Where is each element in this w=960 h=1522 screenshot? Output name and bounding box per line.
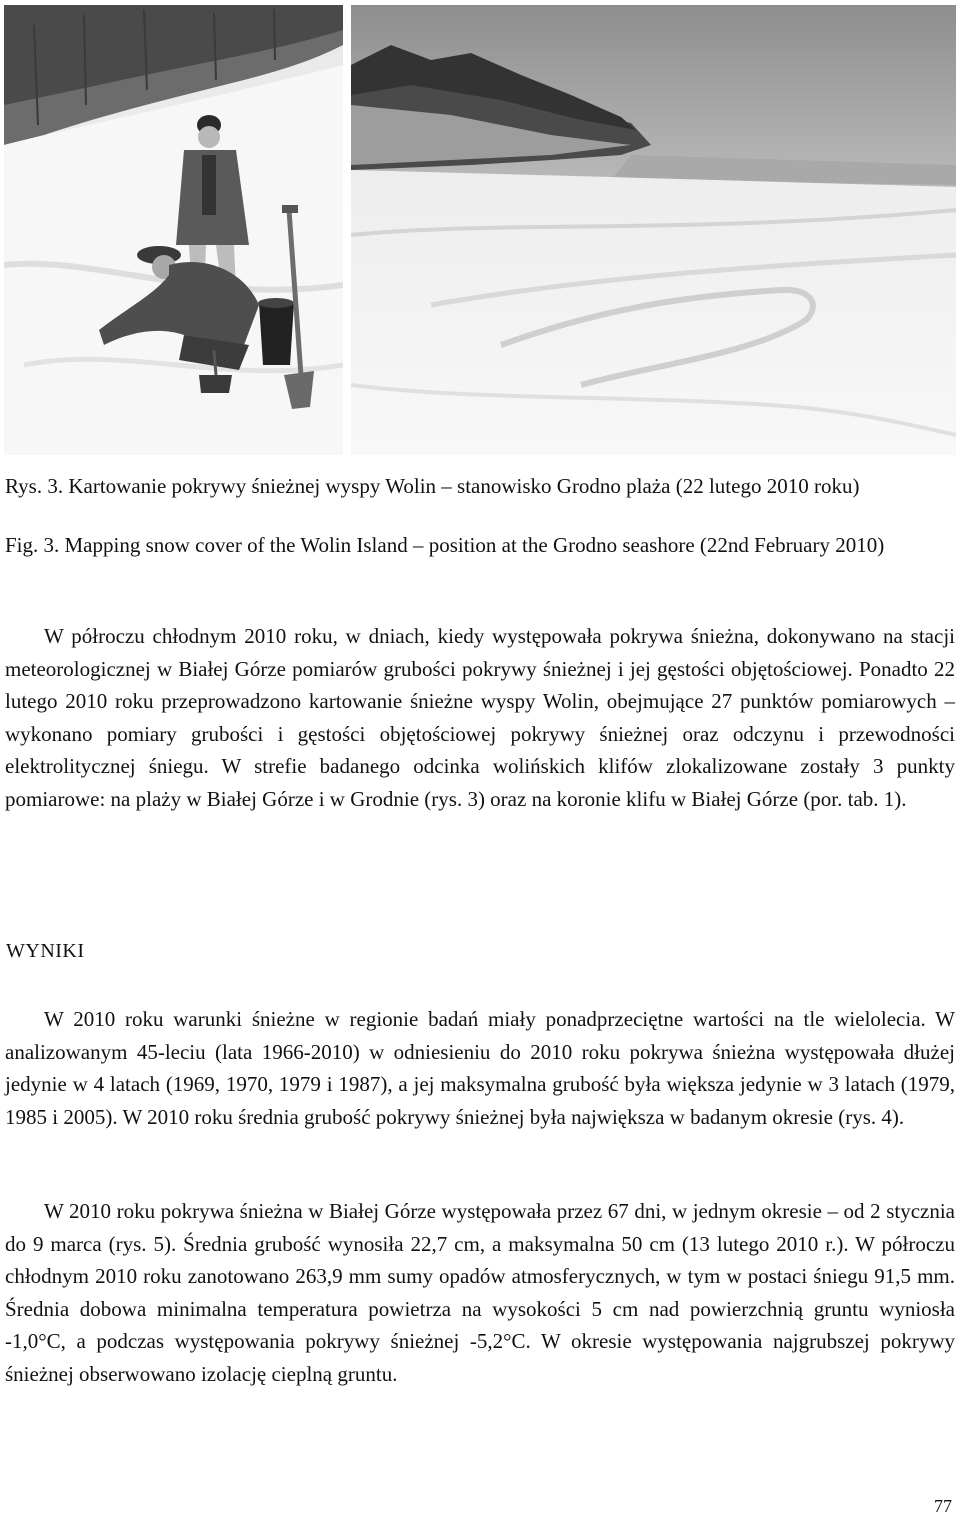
body-paragraph-3: W 2010 roku pokrywa śnieżna w Białej Górze występowała przez 67 dni, w jednym okresie – od 2 stycznia do 9 marca (rys. 5). Średnia grubość wynosiła 22,7 cm, a maksymalna 50 cm (13 lutego 2010 r.). W półroczu chłodnym 2010 roku zanotowano 263,9 mm sumy opadów atmosferycznych, w tym w postaci śniegu 91,5 mm. Średnia dobowa minimalna temperatura powietrza na wysokości 5 cm nad powierzchnią gruntu wyniosła -1,0°C, a podczas występowania pokrywy śnieżnej -5,2°C. W okresie występowania najgrubszej pokrywy śnieżnej obserwowano izolację cieplną gruntu. xyxy=(5,1199,955,1386)
figure-caption-english: Fig. 3. Mapping snow cover of the Wolin Island – position at the Grodno seashore (22nd February 2010) xyxy=(5,533,885,557)
figure-3-photos xyxy=(4,5,956,455)
photo-grodno-seashore-image xyxy=(351,5,956,455)
body-paragraph-2: W 2010 roku warunki śnieżne w regionie badań miały ponadprzeciętne wartości na tle wielolecia. W analizowanym 45-leciu (lata 1966-2010) w odniesieniu do 2010 roku pokrywa śnieżna występowała dłużej jedynie w 4 latach (1969, 1970, 1979 i 1987), a jej maksymalna grubość była większa jedynie w 3 latach (1979, 1985 i 2005). W 2010 roku średnia grubość pokrywy śnieżnej była największa w badanym okresie (rys. 4). xyxy=(5,1007,955,1129)
photo-snow-measurement-image xyxy=(4,5,343,455)
photo-snow-measurement xyxy=(4,5,343,455)
section-heading-results: WYNIKI xyxy=(6,940,85,962)
body-paragraph-1: W półroczu chłodnym 2010 roku, w dniach, kiedy występowała pokrywa śnieżna, dokonywano na stacji meteorologicznej w Białej Górze pomiarów grubości pokrywy śnieżnej i jej gęstości objętościowej. Ponadto 22 lutego 2010 roku przeprowadzono kartowanie śnieżne wyspy Wolin, obejmujące 27 punktów pomiarowych – wykonano pomiary grubości i gęstości objętościowej pokrywy śnieżnej oraz odczynu i przewodności elektrolitycznej śniegu. W strefie badanego odcinka wolińskich klifów zlokalizowane zostały 3 punkty pomiarowe: na plaży w Białej Górze i w Grodnie (rys. 3) oraz na koronie klifu w Białej Górze (por. tab. 1). xyxy=(5,624,955,811)
photo-grodno-seashore xyxy=(351,5,956,455)
page-number: 77 xyxy=(934,1496,952,1516)
figure-caption-polish: Rys. 3. Kartowanie pokrywy śnieżnej wyspy Wolin – stanowisko Grodno plaża (22 lutego 2010 roku) xyxy=(5,474,860,498)
